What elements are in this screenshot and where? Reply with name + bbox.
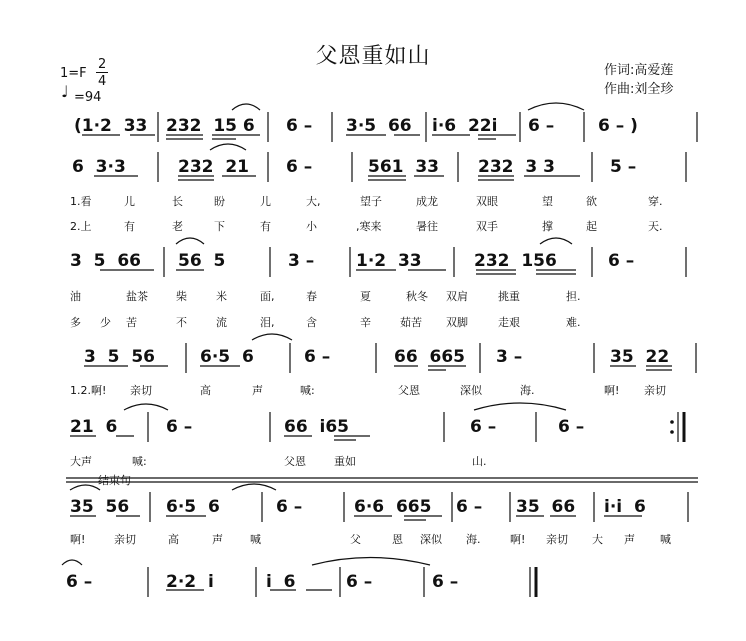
ending-label: 结束句 (98, 474, 131, 487)
lyric-syllable: 喊: (132, 455, 147, 468)
lyric-syllable: 米 (216, 290, 227, 303)
lyric-syllable: 大, (306, 195, 321, 208)
lyric-syllable: 夏 (360, 290, 371, 303)
lyric-syllable: 亲切 (114, 533, 136, 546)
lyric-syllable: 成龙 (416, 195, 438, 208)
lyric-syllable: 儿 (260, 195, 271, 208)
staff-lines (62, 103, 698, 597)
lyric-syllable: 大声 (70, 455, 92, 468)
lyric-syllable: 亲切 (546, 533, 568, 546)
lyric-syllable: 苦 (126, 316, 137, 329)
lyric-syllable: 面, (260, 290, 275, 303)
measure-notes: 6 – ) (598, 116, 638, 136)
lyric-syllable: 双脚 (446, 316, 468, 329)
measure-notes: 6·5 6 (166, 497, 220, 517)
measure-notes: 232 21 (178, 157, 249, 177)
lyric-syllable: 儿 (124, 195, 135, 208)
lyric-syllable: 多 (70, 316, 81, 329)
lyric-syllable: 父 (350, 533, 361, 546)
lyric-syllable: 挑重 (498, 290, 520, 303)
measure-notes: 6 – (470, 417, 497, 437)
lyric-syllable: 难. (566, 316, 581, 329)
key-signature: 1=F (60, 66, 87, 81)
measure-notes: 232 3 3 (478, 157, 555, 177)
quarter-note-icon: ♩ (61, 82, 69, 101)
lyric-syllable: 1.2.啊! (70, 384, 107, 397)
measure-notes: (1·2 33 (74, 116, 148, 136)
measure-notes: 56 5 (178, 251, 226, 271)
lyric-syllable: 啊! (70, 533, 86, 546)
measure-notes: 6 – (346, 572, 373, 592)
lyric-syllable: 茹苦 (400, 316, 422, 329)
lyric-syllable: 亲切 (644, 384, 666, 397)
measure-notes: 1·2 33 (356, 251, 422, 271)
lyric-syllable: 深似 (460, 384, 482, 397)
measure-notes: 6 – (456, 497, 483, 517)
measure-notes: 66 i65 (284, 417, 349, 437)
lyric-syllable: 泪, (260, 316, 275, 329)
lyric-syllable: 2.上 (70, 220, 92, 233)
lyric-syllable: 望子 (360, 195, 382, 208)
lyric-syllable: 大 (592, 533, 603, 546)
measure-notes: 3 5 66 (70, 251, 141, 271)
measure-notes: i·6 22i (432, 116, 498, 136)
lyric-syllable: 重如 (334, 455, 356, 468)
lyric-syllable: 走艰 (498, 316, 520, 329)
measure-notes: 21 6 (70, 417, 118, 437)
lyric-syllable: 油 (70, 290, 81, 303)
lyrics-layer (70, 194, 671, 546)
measure-notes: 232 15 6 (166, 116, 255, 136)
tempo-marking: =94 (74, 90, 102, 105)
measure-notes: 6 – (304, 347, 331, 367)
lyric-syllable: 小 (306, 220, 317, 233)
lyric-syllable: 老 (172, 220, 183, 233)
lyric-syllable: 高 (200, 384, 211, 397)
lyric-syllable: 盼 (214, 195, 225, 208)
lyric-syllable: 穿. (648, 195, 663, 208)
measure-notes: 6 – (66, 572, 93, 592)
lyric-syllable: 撑 (542, 220, 553, 233)
lyric-syllable: 啊! (510, 533, 526, 546)
measure-notes: 35 56 (70, 497, 130, 517)
lyric-syllable: 声 (252, 384, 263, 397)
measure-notes: 3 – (496, 347, 523, 367)
lyric-syllable: 父恩 (398, 384, 420, 397)
lyric-syllable: 高 (168, 533, 179, 546)
measure-notes: 5 – (610, 157, 637, 177)
lyric-syllable: 恩 (392, 533, 403, 546)
lyric-syllable: 下 (214, 220, 225, 233)
measure-notes: 6 – (558, 417, 585, 437)
lyric-syllable: 双肩 (446, 290, 468, 303)
measure-notes: 66 665 (394, 347, 465, 367)
lyric-syllable: 亲切 (130, 384, 152, 397)
lyric-syllable: 啊! (604, 384, 620, 397)
lyric-syllable: 有 (124, 220, 135, 233)
lyric-syllable: 欲 (586, 195, 597, 208)
lyric-syllable: 1.看 (70, 195, 92, 208)
measure-notes: 6 – (432, 572, 459, 592)
measure-notes: 3 – (288, 251, 315, 271)
lyric-syllable: 深似 (420, 533, 442, 546)
lyric-syllable: 望 (542, 195, 553, 208)
lyric-syllable: 天. (648, 220, 663, 233)
notation-layer (66, 116, 669, 592)
measure-notes: 6 – (166, 417, 193, 437)
measure-notes: 6 – (608, 251, 635, 271)
lyric-syllable: 双手 (476, 220, 498, 233)
measure-notes: 2·2 i (166, 572, 214, 592)
lyric-syllable: 有 (260, 220, 271, 233)
measure-notes: 6 – (528, 116, 555, 136)
lyric-syllable: 少 (100, 316, 111, 329)
lyric-syllable: 喊: (300, 384, 315, 397)
measure-notes: 6 – (286, 116, 313, 136)
lyric-syllable: 盐茶 (126, 290, 148, 303)
lyric-syllable: 流 (216, 316, 227, 329)
lyric-syllable: 不 (176, 316, 187, 329)
measure-notes: 3·5 66 (346, 116, 412, 136)
lyric-syllable: 长 (172, 195, 183, 208)
lyric-syllable: 柴 (176, 290, 187, 303)
measure-notes: i·i 6 (604, 497, 646, 517)
lyric-syllable: ,寒来 (356, 220, 382, 233)
lyric-syllable: 双眼 (476, 195, 498, 208)
measure-notes: 232 156 (474, 251, 557, 271)
measure-notes: i 6 (266, 572, 296, 592)
lyric-syllable: 春 (306, 290, 317, 303)
composer-credit: 作曲:刘全珍 (604, 82, 674, 97)
lyric-syllable: 声 (624, 533, 635, 546)
lyric-syllable: 山. (472, 455, 487, 468)
lyricist-credit: 作词:高爱莲 (604, 63, 674, 78)
lyric-syllable: 秋冬 (406, 290, 428, 303)
lyric-syllable: 辛 (360, 316, 371, 329)
lyric-syllable: 暑往 (416, 220, 438, 233)
lyric-syllable: 喊 (660, 533, 671, 546)
measure-notes: 6 3·3 (72, 157, 126, 177)
lyric-syllable: 父恩 (284, 455, 306, 468)
song-title: 父恩重如山 (315, 44, 431, 69)
measure-notes: 3 5 56 (84, 347, 155, 367)
lyric-syllable: 海. (466, 533, 481, 546)
measure-notes: 561 33 (368, 157, 439, 177)
measure-notes: 6·6 665 (354, 497, 432, 517)
measure-notes: 6·5 6 (200, 347, 254, 367)
lyric-syllable: 起 (586, 220, 597, 233)
measure-notes: 35 66 (516, 497, 576, 517)
lyric-syllable: 担. (566, 290, 581, 303)
lyric-syllable: 海. (520, 384, 535, 397)
measure-notes: 6 – (276, 497, 303, 517)
measure-notes: 6 – (286, 157, 313, 177)
lyric-syllable: 声 (212, 533, 223, 546)
time-signature-bottom: 4 (98, 74, 107, 89)
lyric-syllable: 含 (306, 316, 317, 329)
lyric-syllable: 喊 (250, 533, 261, 546)
measure-notes: 35 22 (610, 347, 670, 367)
time-signature-top: 2 (98, 57, 107, 72)
